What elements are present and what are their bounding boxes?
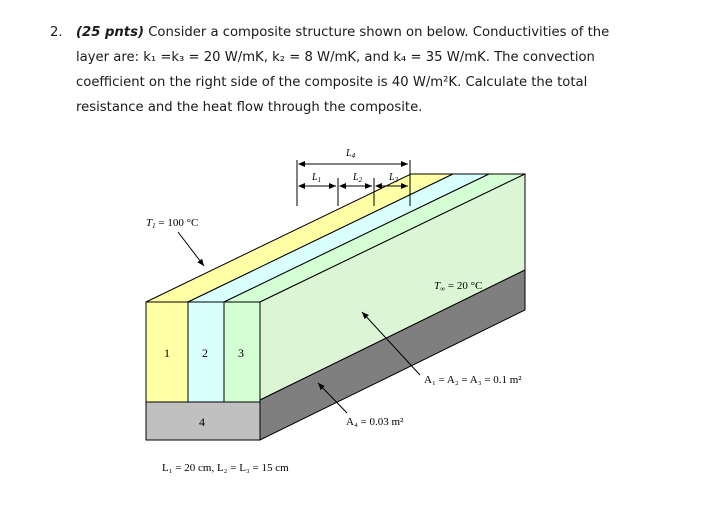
dimension-label-l3: $L_3$ [389,172,399,184]
area-123-label: A₁ = A₂ = A₃ = 0.1 m² [424,374,522,386]
problem-points: (25 pnts) [76,25,144,40]
layer-3-label: 3 [238,346,244,360]
layer-1-label: 1 [164,346,170,360]
lengths-caption: L₁ = 20 cm, L₂ = L₃ = 15 cm [162,462,289,474]
problem-line-2: layer are: k₁ =k₃ = 20 W/mK, k₂ = 8 W/mK, and k₄ = 35 W/mK. The convection [76,50,595,65]
t1-label: T1 = 100 °C [146,217,199,230]
layer-4-label: 4 [199,415,205,429]
t1-pointer-arrow [178,232,204,266]
area-4-label: A₄ = 0.03 m² [346,416,404,428]
tinf-label: T∞ = 20 °C [434,280,483,293]
problem-text-1: Consider a composite structure shown on below. Conductivities of the [148,25,610,40]
problem-number: 2. [50,25,63,40]
problem-line-4: resistance and the heat flow through the composite. [76,100,423,115]
problem-line-3: coefficient on the right side of the composite is 40 W/m²K. Calculate the total [76,75,588,90]
dimension-label-l1: $L_1$ [312,172,322,184]
dimension-label-l2: $L_2$ [353,172,363,184]
layer-2-label: 2 [202,346,208,360]
dimension-label-l4: $L_4$ [346,148,356,160]
